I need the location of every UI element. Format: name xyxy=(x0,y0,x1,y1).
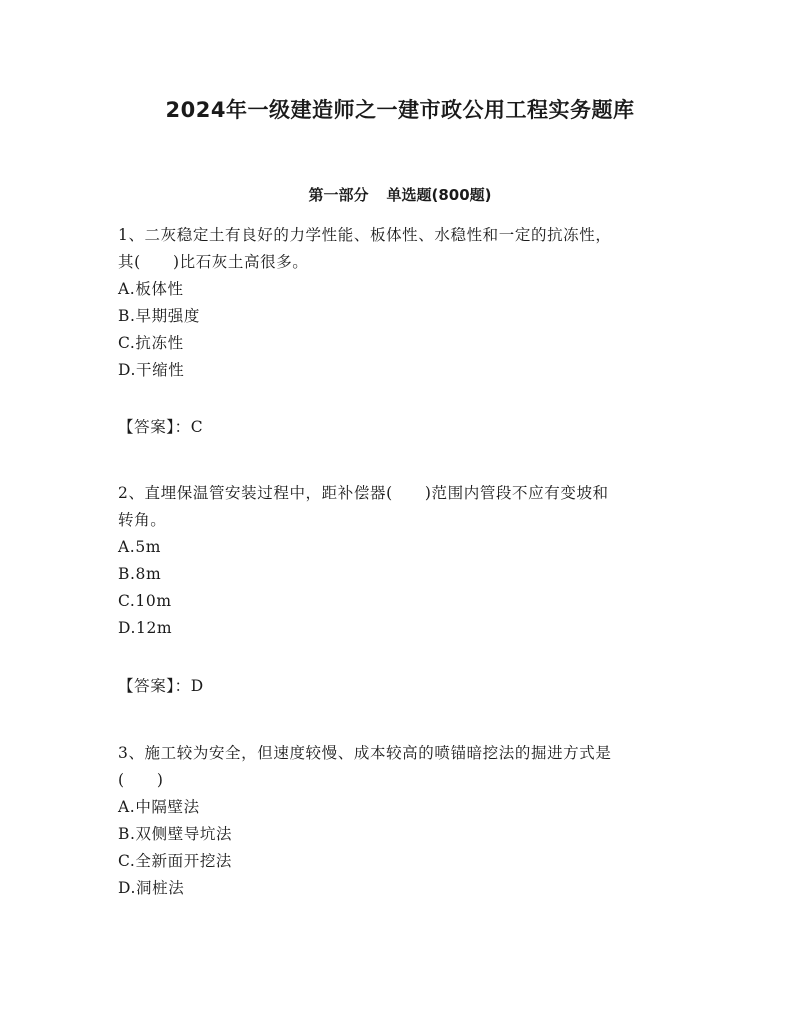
option-a: A.5m xyxy=(118,538,162,556)
option-d: D.12m xyxy=(118,619,173,637)
section-part-label: 第一部分 xyxy=(308,186,369,204)
option-b: B.8m xyxy=(118,565,162,583)
option-b: B.早期强度 xyxy=(118,307,200,325)
question-stem-line: 1、二灰稳定土有良好的力学性能、板体性、水稳性和一定的抗冻性， xyxy=(118,226,612,244)
answer-2: 【答案】：D xyxy=(118,677,204,695)
option-a: A.中隔壁法 xyxy=(118,798,200,816)
option-d: D.干缩性 xyxy=(118,361,185,379)
question-1 xyxy=(118,222,688,384)
question-2 xyxy=(118,480,688,642)
option-d: D.洞桩法 xyxy=(118,879,185,897)
document-title: 2024年一级建造师之一建市政公用工程实务题库 xyxy=(165,98,635,122)
question-stem-line: 其( )比石灰土高很多。 xyxy=(118,253,309,271)
option-c: C.全新面开挖法 xyxy=(118,852,233,870)
question-stem-line: 2、直埋保温管安装过程中，距补偿器( )范围内管段不应有变坡和 xyxy=(118,484,609,502)
option-a: A.板体性 xyxy=(118,280,184,298)
question-stem-line: ( ) xyxy=(118,771,164,789)
question-3 xyxy=(118,740,688,902)
section-heading xyxy=(0,184,800,205)
question-stem-line: 转角。 xyxy=(118,511,167,529)
option-c: C.10m xyxy=(118,592,172,610)
option-c: C.抗冻性 xyxy=(118,334,184,352)
question-stem-line: 3、施工较为安全，但速度较慢、成本较高的喷锚暗挖法的掘进方式是 xyxy=(118,744,612,762)
section-name-label: 单选题(800题) xyxy=(386,186,492,204)
option-b: B.双侧壁导坑法 xyxy=(118,825,233,843)
answer-1: 【答案】：C xyxy=(118,418,204,436)
